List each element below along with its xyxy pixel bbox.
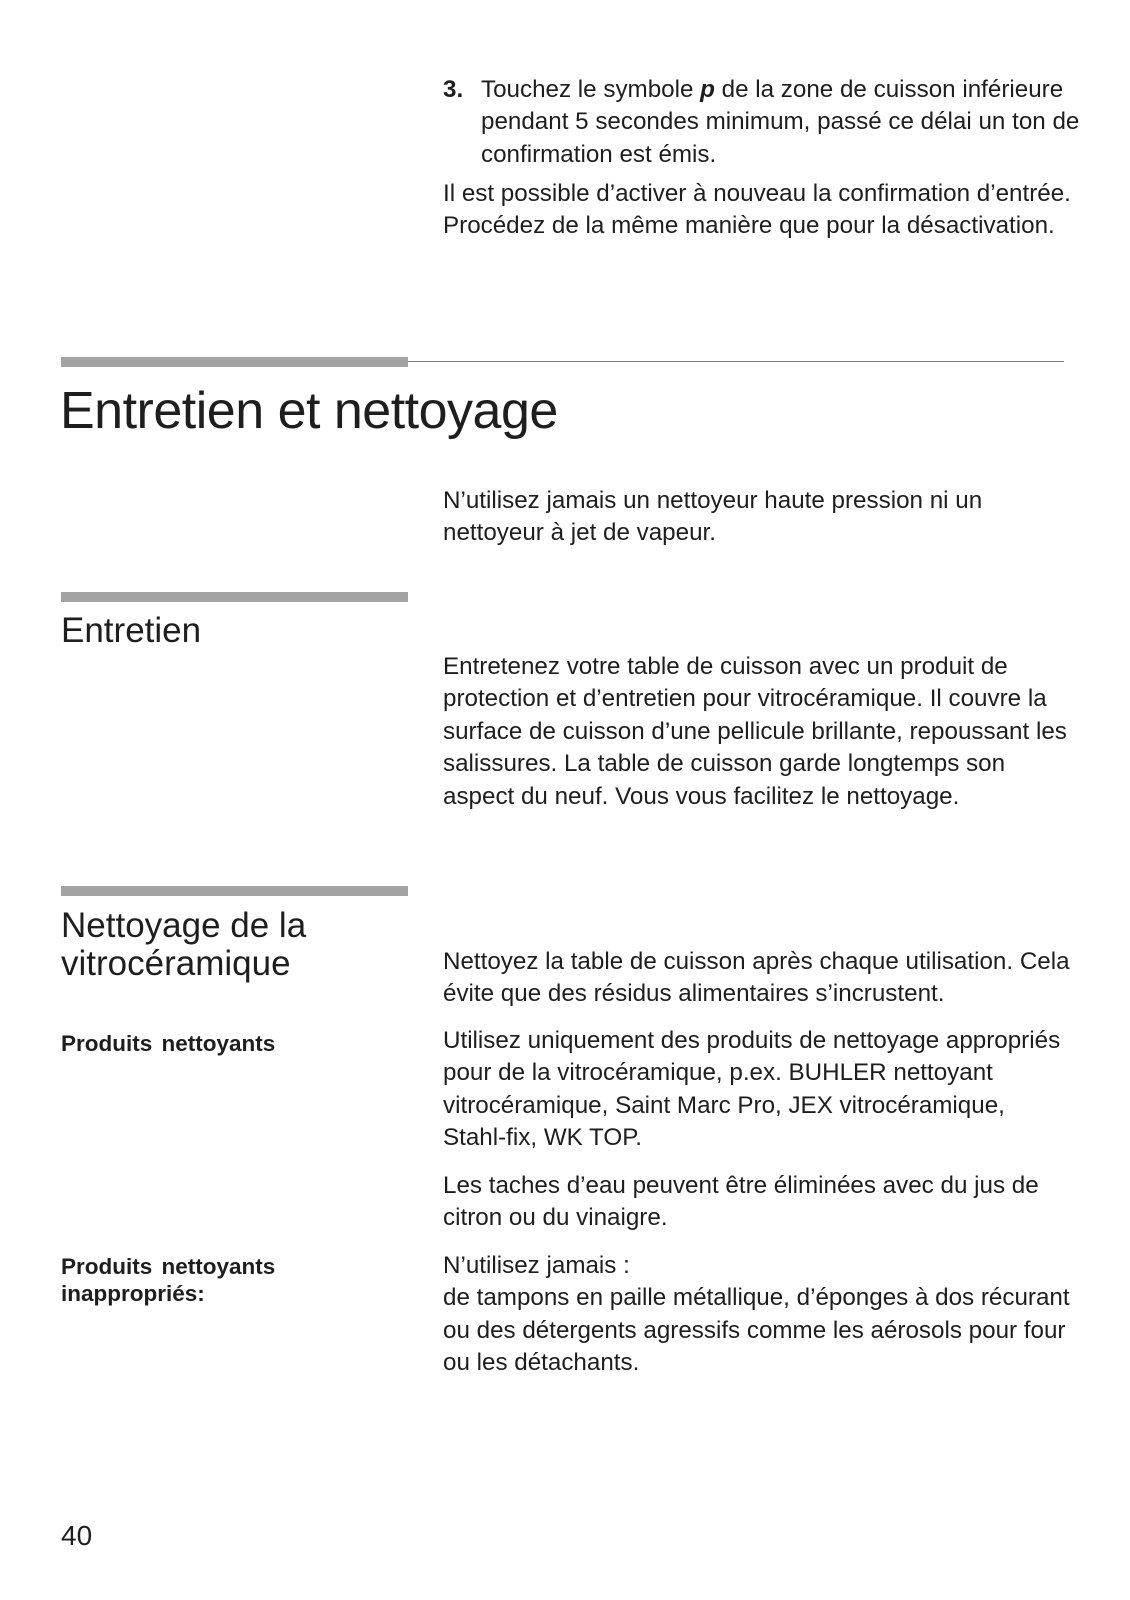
inappropries-label-line1: Produits nettoyants — [61, 1254, 276, 1279]
inappropries-paragraph — [443, 1250, 1073, 1380]
entretien-paragraph: Entretenez votre table de cuisson avec un produit de protection et d’entretien pour vitrocéramique. Il couvre la surface de cuisson d’une pellicule brillante, repoussant les salissures. La table de cuisson garde longtemps son aspect du neuf. Vous vous facilitez le nettoyage. — [443, 653, 1067, 810]
page-title: Entretien et nettoyage — [60, 382, 558, 440]
inappropries-label — [61, 1253, 275, 1307]
entretien-heading-bar — [61, 592, 408, 602]
nettoyage-heading-line2: vitrocéramique — [61, 944, 291, 983]
produits-paragraph: Utilisez uniquement des produits de nettoyage appropriés pour de la vitrocéramique, p.ex. BUHLER nettoyant vitrocéramique, Saint Marc Pro, JEX vitrocéramique, Stahl-fix, WK TOP. — [443, 1027, 1061, 1152]
step-number: 3. — [443, 76, 464, 103]
produits-label: Produits nettoyants — [61, 1031, 276, 1056]
section-heading-bar — [61, 357, 408, 367]
nettoyage-heading-line1: Nettoyage de la — [61, 906, 307, 945]
step-3 — [443, 74, 1083, 171]
step-text-before: Touchez le symbole — [481, 76, 701, 103]
warning-paragraph: N’utilisez jamais un nettoyeur haute pression ni un nettoyeur à jet de vapeur. — [443, 487, 983, 547]
nettoyage-heading-bar — [61, 886, 408, 896]
reactivation-paragraph: Il est possible d’activer à nouveau la confirmation d’entrée. Procédez de la même manière que pour la désactivation. — [443, 180, 1071, 240]
inappropries-label-line2: inappropriés: — [61, 1281, 205, 1306]
step-text-after: de la zone de cuisson inférieure pendant 5 secondes minimum, passé ce délai un ton de confirmation est émis. — [481, 76, 1080, 168]
inappropries-intro: N’utilisez jamais : — [443, 1252, 630, 1279]
inappropries-text: de tampons en paille métallique, d’éponges à dos récurant ou des détergents agressifs comme les aérosols pour four ou les détachants. — [443, 1284, 1070, 1377]
step-text — [481, 74, 1083, 171]
entretien-heading: Entretien — [61, 611, 202, 650]
nettoyage-paragraph: Nettoyez la table de cuisson après chaque utilisation. Cela évite que des résidus alimentaires s’incrustent. — [443, 948, 1070, 1008]
power-symbol: p — [700, 76, 715, 103]
page-number: 40 — [61, 1520, 93, 1551]
nettoyage-heading — [61, 907, 306, 983]
water-stains-paragraph: Les taches d’eau peuvent être éliminées avec du jus de citron ou du vinaigre. — [443, 1172, 1039, 1232]
